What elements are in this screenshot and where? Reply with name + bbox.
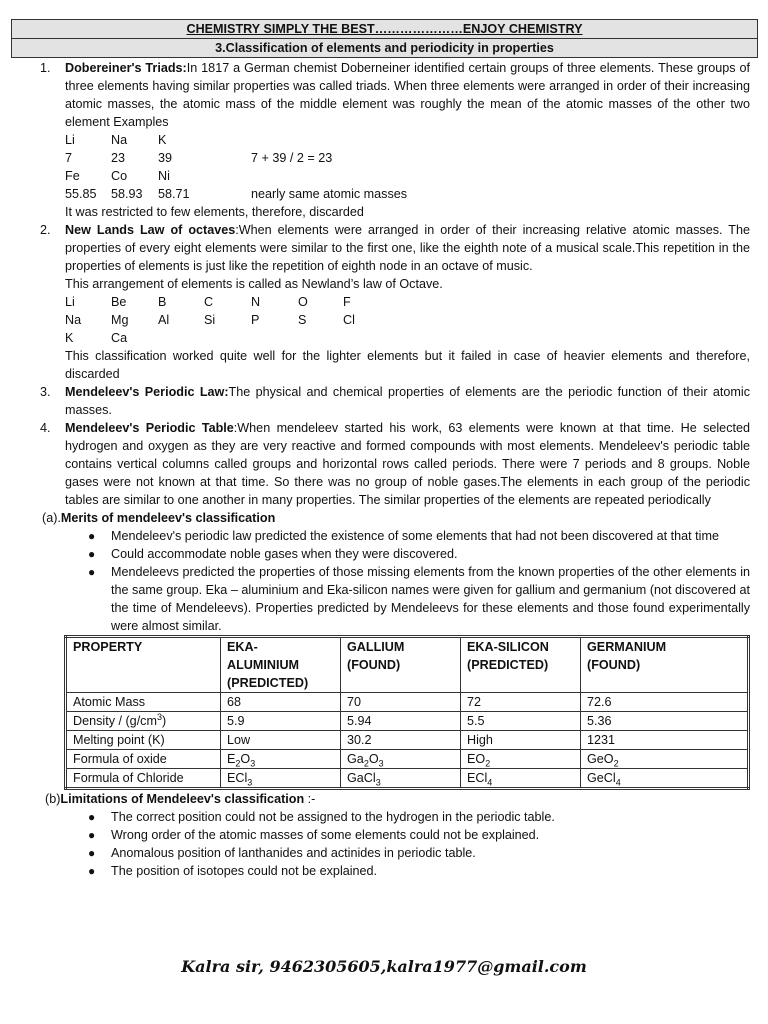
bullet-text: The correct position could not be assigned to the hydrogen in the periodic table.	[111, 810, 555, 824]
table-cell: 70	[341, 693, 461, 712]
limitations-prefix: (b)	[45, 792, 61, 806]
page-title: 3.Classification of elements and periodicity in properties	[12, 39, 757, 57]
octave-cell: S	[298, 313, 307, 327]
octave-cell: O	[298, 295, 308, 309]
limitations-suffix: :-	[304, 792, 316, 806]
table-cell: 5.36	[581, 712, 749, 731]
triads-row	[65, 149, 750, 167]
section-heading: Mendeleev's Periodic Table	[65, 421, 234, 435]
octaves-grid	[14, 293, 750, 347]
octave-cell: Mg	[111, 313, 129, 327]
table-cell: 5.94	[341, 712, 461, 731]
table-row	[66, 750, 749, 769]
bullet-text: Mendeleevs predicted the properties of those missing elements from the known properties of the other elements in the same group. Eka – aluminium and Eka-silicon names were given for gallium and germanium (not discovered at the time of Mendeleevs). Properties predicted by Mendeleevs for these elements and those found experimentally were almost similar.	[111, 565, 750, 633]
octave-cell: Si	[204, 313, 216, 327]
octaves-line: This arrangement of elements is called as Newland’s law of Octave.	[65, 277, 443, 291]
octave-cell: Cl	[343, 313, 355, 327]
merits-heading	[14, 509, 750, 527]
section-number: 1.	[40, 61, 51, 75]
octave-cell: Na	[65, 313, 82, 327]
row-label: Melting point (K)	[66, 731, 221, 750]
bullet-text: Wrong order of the atomic masses of some elements could not be explained.	[111, 828, 540, 842]
table-cell: ECl$_3$	[221, 769, 341, 789]
table-cell: High	[461, 731, 581, 750]
section-heading: Mendeleev's Periodic Law:	[65, 385, 229, 399]
document-body	[14, 59, 750, 880]
triad-cell: K	[158, 133, 167, 147]
octave-cell: N	[251, 295, 261, 309]
column-header: PROPERTY	[66, 637, 221, 693]
octave-cell: K	[65, 331, 74, 345]
table-row	[66, 712, 749, 731]
list-item	[14, 527, 750, 545]
table-cell: $E_2O_3$	[221, 750, 341, 769]
table-cell: 1231	[581, 731, 749, 750]
column-header: GALLIUM (FOUND)	[341, 637, 461, 693]
triad-cell: 7	[65, 151, 73, 165]
footer-signature: Kalra sir, 9462305605,kalra1977@gmail.com	[181, 957, 587, 976]
list-item	[14, 808, 750, 826]
bullet-text: The position of isotopes could not be explained.	[111, 864, 378, 878]
bullet-text: Mendeleev's periodic law predicted the existence of some elements that had not been discovered at that time	[111, 529, 719, 543]
table-cell: GeCl$_4$	[581, 769, 749, 789]
triads-note: It was restricted to few elements, therefore, discarded	[65, 205, 364, 219]
bullet-icon: ●	[88, 828, 96, 842]
merits-prefix: (a).	[42, 511, 61, 525]
bullet-icon: ●	[88, 565, 96, 579]
triads-row	[65, 167, 750, 185]
bullet-icon: ●	[88, 864, 96, 878]
limitations-title: Limitations of Mendeleev's classification	[60, 792, 305, 806]
octave-cell: Li	[65, 295, 75, 309]
section-text: In 1817 a German chemist Doberneiner identified certain groups of three elements. These groups of three elements having similar properties was called triads. When three elements were arranged in order of their increasing atomic masses, the atomic mass of the middle element was roughly the mean of the atomic masses of the other two element Examples	[65, 61, 750, 129]
bullet-icon: ●	[88, 810, 96, 824]
octave-cell: Ca	[111, 331, 128, 345]
list-item	[14, 844, 750, 862]
table-cell: 5.5	[461, 712, 581, 731]
bullet-text: Could accommodate noble gases when they were discovered.	[111, 547, 458, 561]
octave-cell: P	[251, 313, 260, 327]
column-header: GERMANIUM (FOUND)	[581, 637, 749, 693]
list-item	[14, 563, 750, 635]
table-cell: 72.6	[581, 693, 749, 712]
triad-cell: Na	[111, 133, 128, 147]
section-periodic-table	[14, 419, 750, 509]
list-item	[14, 545, 750, 563]
section-number: 2.	[40, 223, 51, 237]
triad-cell: Li	[65, 133, 75, 147]
section-text: :When elements were arranged in order of their increasing relative atomic masses. The properties of every eight elements were similar to the first one, like the eighth note of a musical scale.This repetition in the properties of elements is just like the repetition of eighth node in an octave of music.	[65, 223, 750, 273]
table-row	[66, 769, 749, 789]
page-banner: CHEMISTRY SIMPLY THE BEST…………………ENJOY CHEMISTRY	[12, 20, 757, 39]
bullet-icon: ●	[88, 529, 96, 543]
section-text: :When mendeleev started his work, 63 elements were known at that time. He selected hydrogen and oxygen as they are very reactive and formed compounds with most elements. Mendeleev's periodic table contains vertical columns called groups and horizontal rows called periods. There were 7 periods and 8 groups. Noble gases were not known at that time. So there was no group of noble gases.The elements in each group of the periodic tables are similar to one another in many properties. The similar properties of the elements are repeated periodically	[65, 421, 750, 507]
table-header-row	[66, 637, 749, 693]
section-periodic-law	[14, 383, 750, 419]
octaves-row	[65, 329, 750, 347]
section-number: 3.	[40, 385, 51, 399]
table-cell: 30.2	[341, 731, 461, 750]
section-heading: New Lands Law of octaves	[65, 223, 236, 237]
section-number: 4.	[40, 421, 51, 435]
bullet-icon: ●	[88, 547, 96, 561]
triad-cell: 58.93	[111, 187, 143, 201]
section-octaves	[14, 221, 750, 275]
octaves-row	[65, 293, 750, 311]
row-label: Density / $(g/cm^3)$	[66, 712, 221, 731]
list-item	[14, 826, 750, 844]
table-cell: GaCl$_3$	[341, 769, 461, 789]
triad-note: nearly same atomic masses	[251, 187, 408, 201]
triad-cell: Ni	[158, 169, 170, 183]
triad-cell: Co	[111, 169, 128, 183]
table-row	[66, 693, 749, 712]
bullet-icon: ●	[88, 846, 96, 860]
octaves-row	[65, 311, 750, 329]
octave-cell: F	[343, 295, 351, 309]
row-label: Formula of oxide	[66, 750, 221, 769]
triad-cell: Fe	[65, 169, 80, 183]
table-cell: ECl$_4$	[461, 769, 581, 789]
octave-cell: Be	[111, 295, 127, 309]
triad-cell: 23	[111, 151, 126, 165]
table-cell: Low	[221, 731, 341, 750]
section-triads	[14, 59, 750, 131]
header-box	[11, 19, 758, 58]
triad-cell: 39	[158, 151, 173, 165]
column-header: EKA- ALUMINIUM (PREDICTED)	[221, 637, 341, 693]
octave-cell: B	[158, 295, 167, 309]
triad-cell: 58.71	[158, 187, 190, 201]
triads-row	[65, 131, 750, 149]
list-item	[14, 862, 750, 880]
row-label: Atomic Mass	[66, 693, 221, 712]
row-label: Formula of Chloride	[66, 769, 221, 789]
table-cell: 72	[461, 693, 581, 712]
merits-title: Merits of mendeleev's classification	[60, 511, 276, 525]
table-cell: $EO_2$	[461, 750, 581, 769]
table-cell: $Ga_2O_3$	[341, 750, 461, 769]
octave-cell: C	[204, 295, 214, 309]
limitations-heading	[14, 790, 750, 808]
octave-cell: Al	[158, 313, 170, 327]
octaves-note: This classification worked quite well for the lighter elements but it failed in case of heavier elements and therefore, discarded	[65, 349, 750, 381]
bullet-text: Anomalous position of lanthanides and actinides in periodic table.	[111, 846, 476, 860]
table-cell: 68	[221, 693, 341, 712]
triads-grid	[14, 131, 750, 203]
table-cell: 5.9	[221, 712, 341, 731]
section-heading: Dobereiner's Triads:	[65, 61, 187, 75]
property-comparison-table	[64, 635, 750, 790]
section-text: The physical and chemical properties of elements are the periodic function of their atomic masses.	[65, 385, 750, 417]
triad-cell: 55.85	[65, 187, 97, 201]
table-cell: GeO$_2$	[581, 750, 749, 769]
table-row	[66, 731, 749, 750]
column-header: EKA-SILICON (PREDICTED)	[461, 637, 581, 693]
triads-row	[65, 185, 750, 203]
triad-note: 7 + 39 / 2 = 23	[251, 151, 333, 165]
